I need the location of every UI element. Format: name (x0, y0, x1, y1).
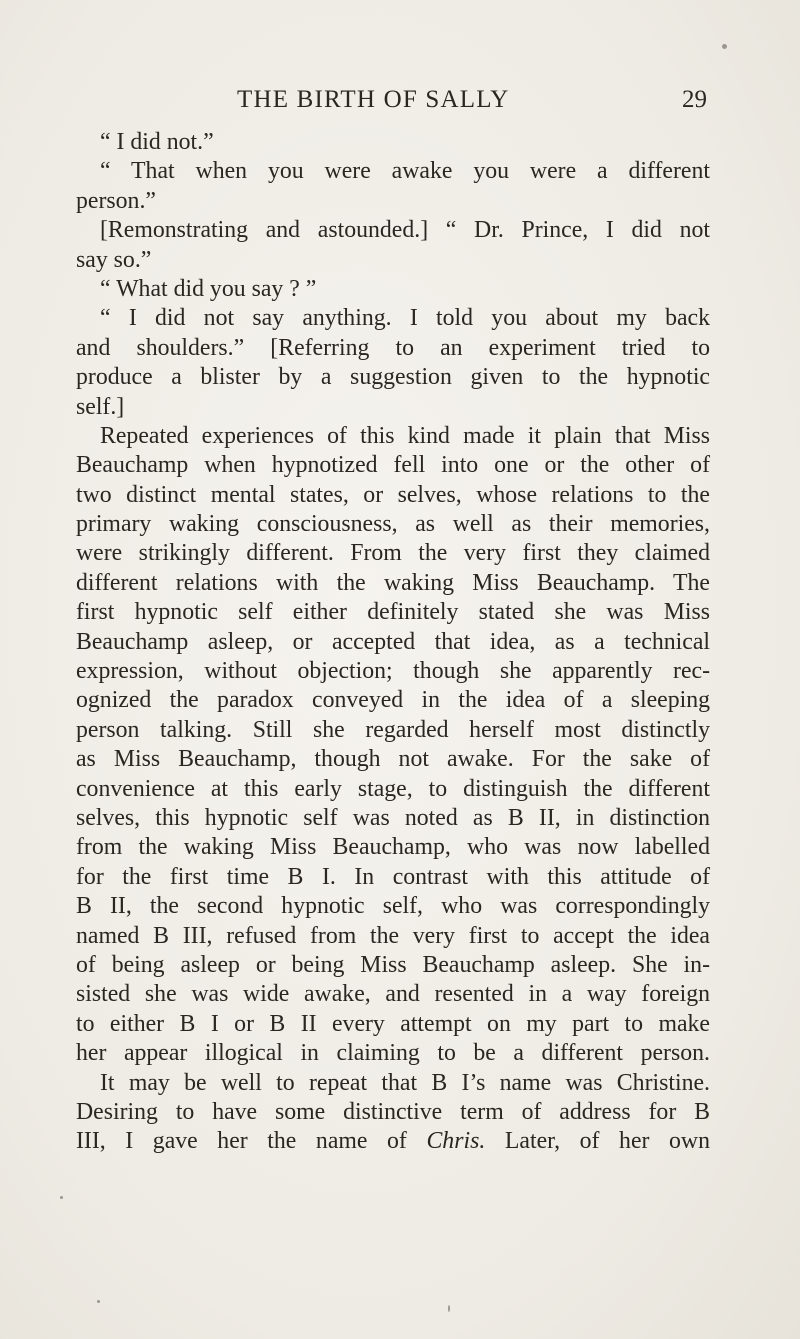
text-line: first hypnotic self either definitely stated she was Miss (76, 599, 710, 626)
text-line: produce a blister by a suggestion given to the hypnotic (76, 364, 710, 391)
paper-speck (722, 44, 727, 49)
text-line: Beauchamp when hypnotized fell into one or the other of (76, 452, 710, 479)
text-line: person talking. Still she regarded herself most distinctly (76, 716, 710, 743)
text-line: Desiring to have some distinctive term of address for B (76, 1098, 710, 1125)
text-run: Later, of her own (485, 1128, 710, 1155)
text-line: self.] (76, 393, 125, 420)
text-line (76, 1127, 710, 1156)
text-line: were strikingly different. From the very first they claimed (76, 540, 710, 567)
text-line: Repeated experiences of this kind made it plain that Miss (100, 422, 710, 449)
text-line: and shoulders.” [Referring to an experiment tried to (76, 334, 710, 361)
text-run: III, I gave her the name of (76, 1128, 427, 1155)
text-line: two distinct mental states, or selves, whose relations to the (76, 481, 710, 508)
text-line: expression, without objection; though she apparently rec- (76, 658, 710, 685)
text-line: “ That when you were awake you were a different (100, 158, 710, 185)
text-line: for the first time B I. In contrast with this attitude of (76, 863, 710, 890)
page-number: 29 (682, 86, 707, 113)
paper-speck (448, 1305, 450, 1312)
text-line: “ I did not say anything. I told you about my back (100, 305, 710, 332)
text-line: different relations with the waking Miss Beauchamp. The (76, 569, 710, 596)
text-line: of being asleep or being Miss Beauchamp asleep. She in- (76, 951, 710, 978)
text-line: selves, this hypnotic self was noted as B II, in distinction (76, 804, 710, 831)
running-title: THE BIRTH OF SALLY (237, 86, 510, 113)
text-line: say so.” (76, 246, 152, 273)
text-line: [Remonstrating and astounded.] “ Dr. Prince, I did not (100, 217, 710, 244)
italic-name: Chris. (426, 1128, 486, 1155)
paper-speck (97, 1300, 100, 1303)
running-head (0, 86, 800, 120)
body-text (76, 128, 710, 1157)
text-line: ognized the paradox conveyed in the idea of a sleeping (76, 687, 710, 714)
text-line: as Miss Beauchamp, though not awake. For the sake of (76, 746, 710, 773)
text-line: to either B I or B II every attempt on my part to make (76, 1010, 710, 1037)
text-line: from the waking Miss Beauchamp, who was now labelled (76, 834, 710, 861)
text-line: Beauchamp asleep, or accepted that idea, as a technical (76, 628, 710, 655)
paper-speck (60, 1196, 63, 1199)
text-line: It may be well to repeat that B I’s name was Christine. (100, 1069, 710, 1096)
text-line: named B III, refused from the very first to accept the idea (76, 922, 710, 949)
text-line: her appear illogical in claiming to be a different person. (76, 1040, 710, 1067)
text-line: “ I did not.” (100, 129, 214, 155)
text-line: person.” (76, 187, 156, 214)
text-line: sisted she was wide awake, and resented in a way foreign (76, 981, 710, 1008)
text-line: convenience at this early stage, to distinguish the different (76, 775, 710, 802)
text-line: primary waking consciousness, as well as their memories, (76, 511, 710, 538)
text-line: “ What did you say ? ” (100, 275, 317, 302)
text-line: B II, the second hypnotic self, who was correspondingly (76, 893, 710, 920)
